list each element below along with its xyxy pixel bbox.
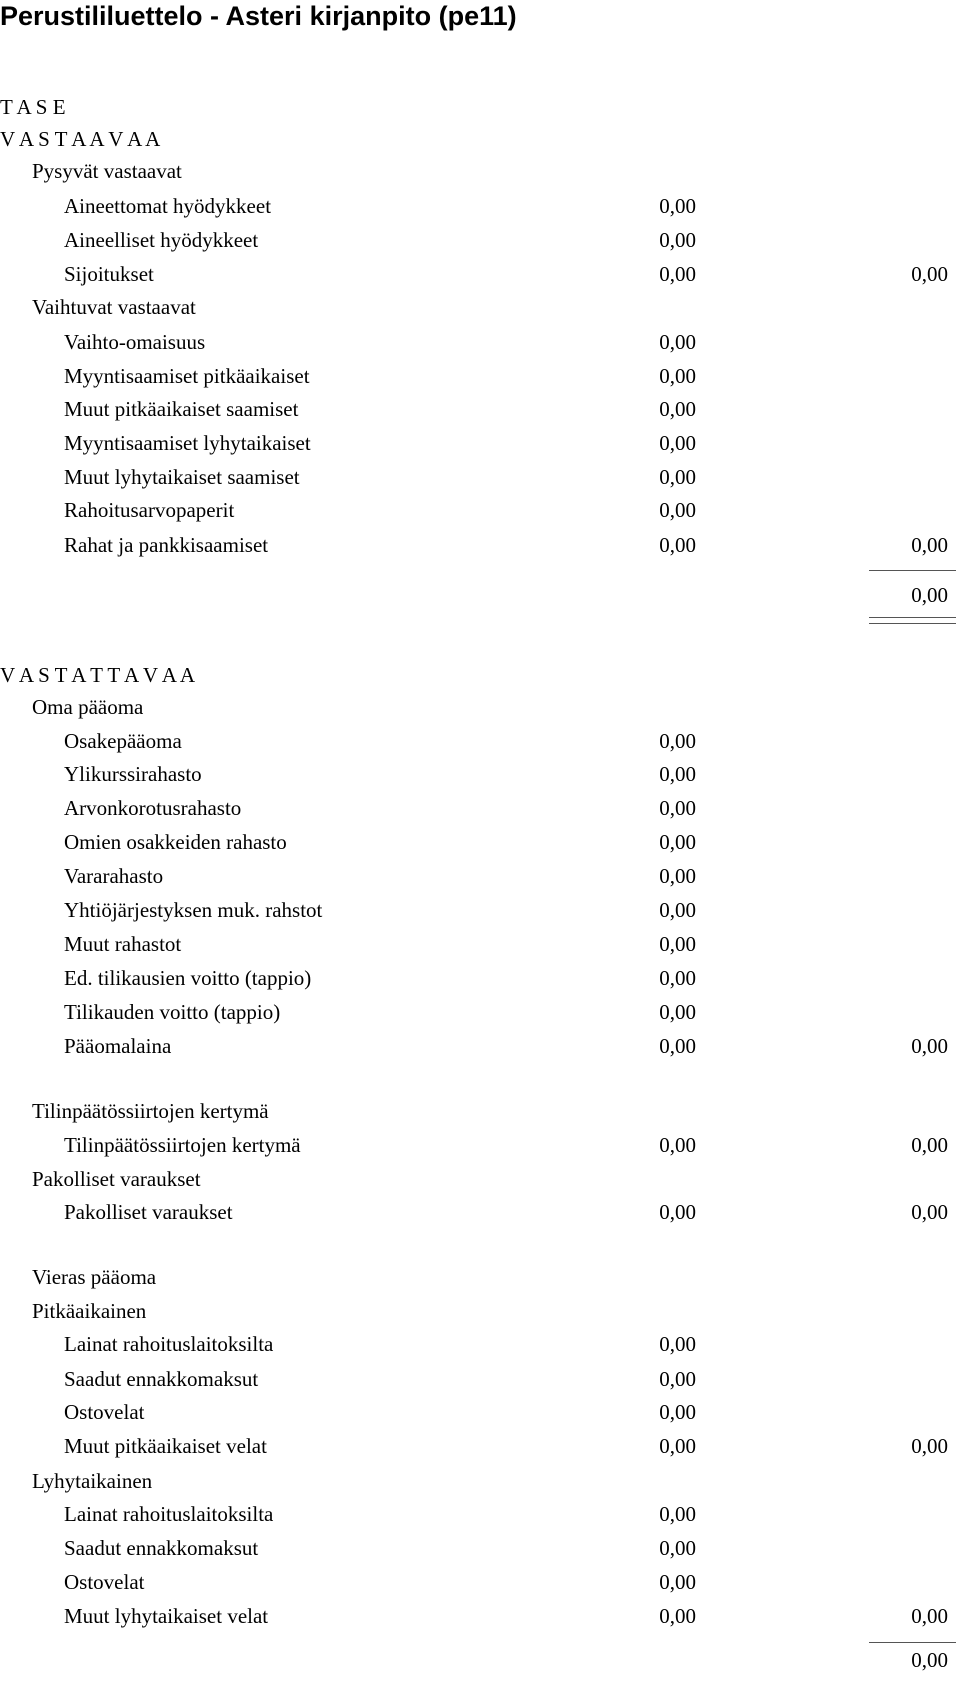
account-value: 0,00 (659, 898, 696, 922)
section-heading: Pakolliset varaukset (32, 1167, 201, 1191)
account-label: Muut pitkäaikaiset saamiset (64, 397, 299, 421)
total-row (0, 580, 960, 610)
subtotal-value: 0,00 (911, 1034, 948, 1058)
account-value: 0,00 (659, 830, 696, 854)
account-value: 0,00 (659, 966, 696, 990)
subtotal-value: 0,00 (911, 1604, 948, 1628)
account-value: 0,00 (659, 364, 696, 388)
section-heading: Pysyvät vastaavat (32, 159, 182, 183)
account-label: Myyntisaamiset lyhytaikaiset (64, 431, 311, 455)
ledger-row (0, 259, 960, 289)
account-label: Aineettomat hyödykkeet (64, 194, 272, 218)
subtotal-value: 0,00 (911, 1133, 948, 1157)
ledger-row (0, 1466, 960, 1496)
account-label: Pakolliset varaukset (64, 1200, 233, 1224)
account-label: Saadut ennakkomaksut (64, 1536, 259, 1560)
account-value: 0,00 (659, 1570, 696, 1594)
subtotal-value: 0,00 (911, 1434, 948, 1458)
ledger-row (0, 827, 960, 857)
account-label: Tilinpäätössiirtojen kertymä (64, 1133, 301, 1157)
account-label: Muut lyhytaikaiset saamiset (64, 465, 300, 489)
account-label: Lainat rahoituslaitoksilta (64, 1502, 274, 1526)
ledger-row (0, 530, 960, 560)
ledger-row (0, 1296, 960, 1326)
account-value: 0,00 (659, 330, 696, 354)
account-label: Omien osakkeiden rahasto (64, 830, 287, 854)
ledger-row (0, 793, 960, 823)
ledger-row (0, 929, 960, 959)
section-heading: T A S E (0, 95, 66, 119)
ledger-row (0, 1130, 960, 1160)
ledger-row (0, 1096, 960, 1126)
ledger-row (0, 428, 960, 458)
account-label: Rahoitusarvopaperit (64, 498, 235, 522)
account-value: 0,00 (659, 1367, 696, 1391)
account-label: Rahat ja pankkisaamiset (64, 533, 269, 557)
account-label: Tilikauden voitto (tappio) (64, 1000, 281, 1024)
ledger-row (0, 759, 960, 789)
ledger-row (0, 1397, 960, 1427)
account-label: Ostovelat (64, 1570, 145, 1594)
ledger-row (0, 1431, 960, 1461)
ledger-row (0, 1164, 960, 1194)
report-title: Perustililuettelo - Asteri kirjanpito (pe11) (0, 1, 517, 31)
ledger-row (0, 1567, 960, 1597)
total-row (0, 1645, 960, 1675)
ledger-row (0, 660, 960, 690)
total-underline (869, 1642, 956, 1643)
section-heading: Oma pääoma (32, 695, 144, 719)
account-value: 0,00 (659, 1000, 696, 1024)
account-value: 0,00 (659, 1604, 696, 1628)
section-heading: Vieras pääoma (32, 1265, 157, 1289)
account-value: 0,00 (659, 397, 696, 421)
section-heading: Lyhytaikainen (32, 1469, 153, 1493)
total-underline (869, 623, 956, 624)
account-label: Lainat rahoituslaitoksilta (64, 1332, 274, 1356)
ledger-row (0, 1499, 960, 1529)
account-label: Ylikurssirahasto (64, 762, 202, 786)
account-label: Myyntisaamiset pitkäaikaiset (64, 364, 310, 388)
ledger-row (0, 361, 960, 391)
ledger-row (0, 1533, 960, 1563)
account-label: Arvonkorotusrahasto (64, 796, 242, 820)
subtotal-value: 0,00 (911, 262, 948, 286)
ledger-row (0, 861, 960, 891)
account-value: 0,00 (659, 431, 696, 455)
account-value: 0,00 (659, 1332, 696, 1356)
account-label: Saadut ennakkomaksut (64, 1367, 259, 1391)
ledger-row (0, 156, 960, 186)
account-label: Sijoitukset (64, 262, 154, 286)
ledger-row (0, 462, 960, 492)
account-label: Yhtiöjärjestyksen muk. rahstot (64, 898, 323, 922)
section-heading: Vaihtuvat vastaavat (32, 295, 196, 319)
ledger-row (0, 963, 960, 993)
account-value: 0,00 (659, 533, 696, 557)
account-value: 0,00 (659, 228, 696, 252)
ledger-row (0, 1364, 960, 1394)
account-value: 0,00 (659, 262, 696, 286)
account-label: Aineelliset hyödykkeet (64, 228, 259, 252)
ledger-row (0, 1197, 960, 1227)
account-value: 0,00 (659, 932, 696, 956)
ledger-row (0, 292, 960, 322)
ledger-row (0, 327, 960, 357)
account-value: 0,00 (659, 1536, 696, 1560)
ledger-row (0, 726, 960, 756)
ledger-row (0, 997, 960, 1027)
account-value: 0,00 (659, 796, 696, 820)
total-underline (869, 570, 956, 571)
subtotal-value: 0,00 (911, 533, 948, 557)
account-label: Vaihto-omaisuus (64, 330, 206, 354)
ledger-row (0, 692, 960, 722)
account-value: 0,00 (659, 1502, 696, 1526)
ledger-row (0, 191, 960, 221)
ledger-row (0, 1262, 960, 1292)
subtotal-value: 0,00 (911, 583, 948, 607)
ledger-row (0, 124, 960, 154)
ledger-row (0, 92, 960, 122)
ledger-row (0, 1329, 960, 1359)
section-heading: V A S T A A V A A (0, 127, 161, 151)
account-value: 0,00 (659, 1133, 696, 1157)
account-label: Muut rahastot (64, 932, 182, 956)
account-label: Muut pitkäaikaiset velat (64, 1434, 267, 1458)
account-value: 0,00 (659, 1034, 696, 1058)
ledger-row (0, 1601, 960, 1631)
ledger-row (0, 225, 960, 255)
account-value: 0,00 (659, 1200, 696, 1224)
account-label: Ed. tilikausien voitto (tappio) (64, 966, 312, 990)
ledger-row (0, 895, 960, 925)
account-label: Pääomalaina (64, 1034, 172, 1058)
section-heading: Pitkäaikainen (32, 1299, 147, 1323)
subtotal-value: 0,00 (911, 1200, 948, 1224)
account-value: 0,00 (659, 729, 696, 753)
account-value: 0,00 (659, 498, 696, 522)
ledger-row (0, 394, 960, 424)
account-label: Muut lyhytaikaiset velat (64, 1604, 269, 1628)
subtotal-value: 0,00 (911, 1648, 948, 1672)
ledger-row (0, 495, 960, 525)
total-underline (869, 617, 956, 618)
account-label: Vararahasto (64, 864, 164, 888)
section-heading: Tilinpäätössiirtojen kertymä (32, 1099, 269, 1123)
account-value: 0,00 (659, 864, 696, 888)
account-label: Osakepääoma (64, 729, 182, 753)
account-value: 0,00 (659, 762, 696, 786)
account-value: 0,00 (659, 194, 696, 218)
account-value: 0,00 (659, 1434, 696, 1458)
section-heading: V A S T A T T A V A A (0, 663, 195, 687)
account-value: 0,00 (659, 465, 696, 489)
account-value: 0,00 (659, 1400, 696, 1424)
ledger-row (0, 1031, 960, 1061)
account-label: Ostovelat (64, 1400, 145, 1424)
